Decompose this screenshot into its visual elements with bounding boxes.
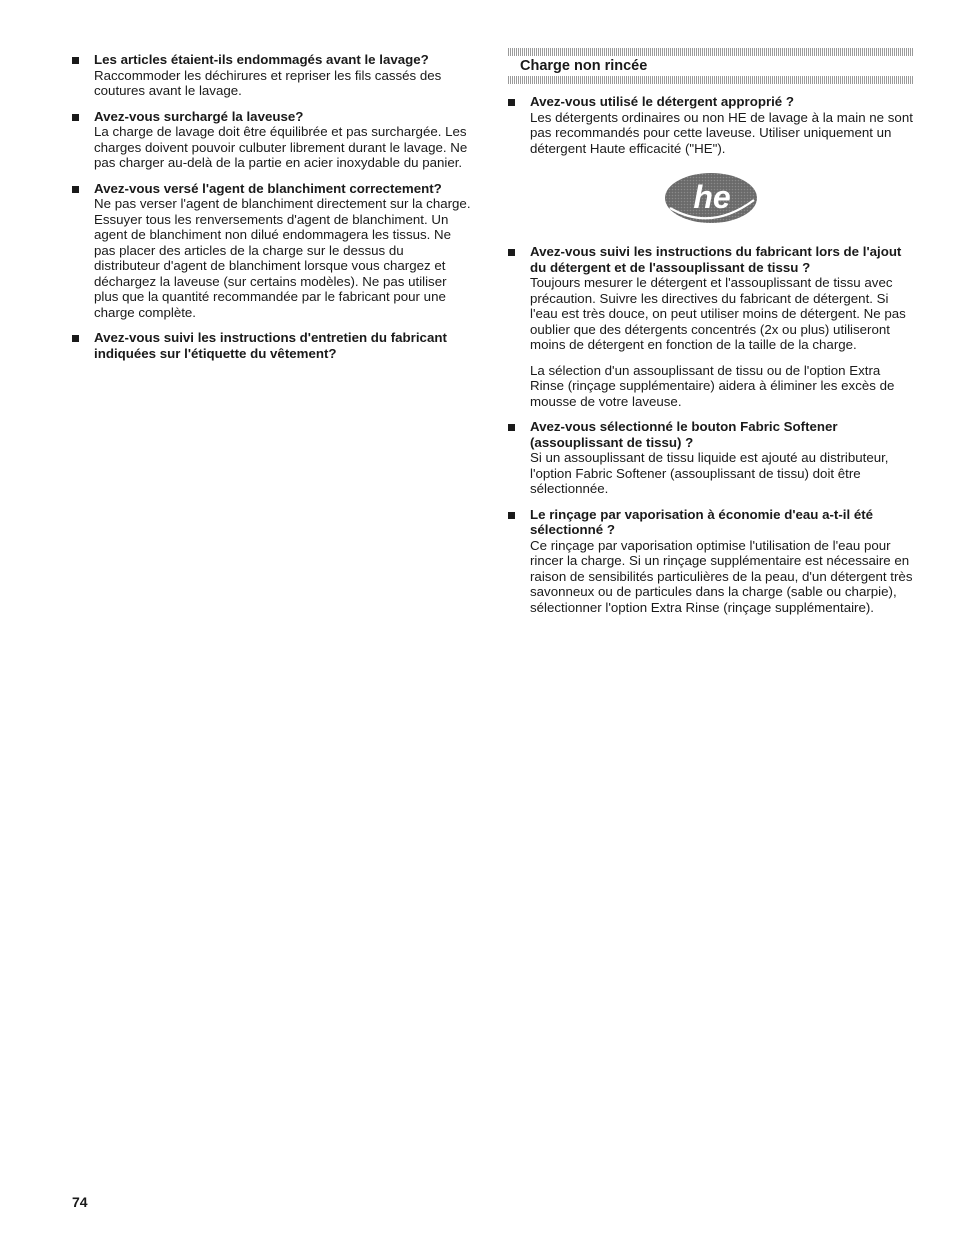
bullet-square-icon: [72, 186, 79, 193]
section-stripe-bottom: [508, 76, 914, 84]
faq-answer: Ne pas verser l'agent de blanchiment directement sur la charge. Essuyer tous les renversements d'agent de blanchiment. Un agent de blanchiment non dilué endommagera les tissus. Ne pas placer des articles de la charge sur le dessus du distributeur d'agent de blanchiment lorsque vous chargez et déchargez la laveuse (sur certains modèles). Ne pas utiliser plus que la quantité recommandée par le fabricant pour une charge complète.: [94, 196, 471, 320]
bullet-square-icon: [72, 335, 79, 342]
bullet-square-icon: [508, 424, 515, 431]
faq-answer: Toujours mesurer le détergent et l'assouplissant de tissu avec précaution. Suivre les directives du fabricant de détergent. Si l'eau est très douce, on peut utiliser moins de détergent. Ne pas oublier que des détergents concentrés (2x ou plus) utiliseront moins de détergent en fonction de la taille de la charge.: [530, 275, 906, 352]
right-column: [508, 52, 914, 625]
bullet-square-icon: [72, 57, 79, 64]
faq-answer: Si un assouplissant de tissu liquide est ajouté au distributeur, l'option Fabric Softener (assouplissant de tissu) doit être sélectionnée.: [530, 450, 889, 496]
faq-question: Avez-vous suivi les instructions du fabricant lors de l'ajout du détergent et de l'assouplissant de tissu ?: [530, 244, 902, 275]
he-logo: [508, 170, 914, 226]
faq-item: [508, 244, 914, 409]
faq-answer: La charge de lavage doit être équilibrée et pas surchargée. Les charges doivent pouvoir culbuter librement durant le lavage. Ne pas charger au-delà de la partie en acier inoxydable du panier.: [94, 124, 468, 170]
bullet-square-icon: [508, 512, 515, 519]
faq-question: Avez-vous versé l'agent de blanchiment correctement?: [94, 180, 442, 196]
faq-question: Le rinçage par vaporisation à économie d'eau a-t-il été sélectionné ?: [530, 506, 874, 537]
faq-item: [72, 330, 472, 361]
faq-question: Avez-vous suivi les instructions d'entretien du fabricant indiquées sur l'étiquette du vêtement?: [94, 330, 447, 361]
faq-item: [508, 507, 914, 616]
bullet-square-icon: [508, 249, 515, 256]
bullet-square-icon: [72, 114, 79, 121]
page-number: 74: [72, 1194, 88, 1210]
faq-answer-extra: La sélection d'un assouplissant de tissu ou de l'option Extra Rinse (rinçage supplémentaire) aidera à éliminer les excès de mousse de votre laveuse.: [530, 362, 895, 409]
section-title: Charge non rincée: [520, 58, 648, 74]
left-column: [72, 52, 472, 371]
faq-answer: Ce rinçage par vaporisation optimise l'utilisation de l'eau pour rincer la charge. Si un rinçage supplémentaire est nécessaire en raison de sensibilités particulières de la peau, d'un détergent très savonneux ou de particules dans la charge (sable ou charpie), sélectionner l'option Extra Rinse (rinçage supplémentaire).: [530, 537, 913, 615]
faq-question: Avez-vous surchargé la laveuse?: [94, 108, 304, 124]
faq-item: [508, 94, 914, 156]
he-logo-icon: [662, 170, 760, 226]
faq-item: [72, 181, 472, 321]
faq-question: Les articles étaient-ils endommagés avant le lavage?: [94, 52, 429, 67]
faq-answer: Les détergents ordinaires ou non HE de lavage à la main ne sont pas recommandés pour cette laveuse. Utiliser uniquement un détergent Haute efficacité ("HE").: [530, 109, 913, 156]
faq-answer: Raccommoder les déchirures et repriser les fils cassés des coutures avant le lavage.: [94, 67, 442, 98]
bullet-square-icon: [508, 99, 515, 106]
he-logo-text: he: [693, 179, 731, 215]
faq-item: [72, 52, 472, 99]
section-stripe-top: [508, 48, 914, 56]
faq-item: [72, 109, 472, 171]
faq-question: Avez-vous utilisé le détergent approprié ?: [530, 94, 795, 109]
section-header: [508, 48, 914, 84]
faq-question: Avez-vous sélectionné le bouton Fabric Softener (assouplissant de tissu) ?: [530, 419, 838, 450]
faq-item: [508, 419, 914, 497]
